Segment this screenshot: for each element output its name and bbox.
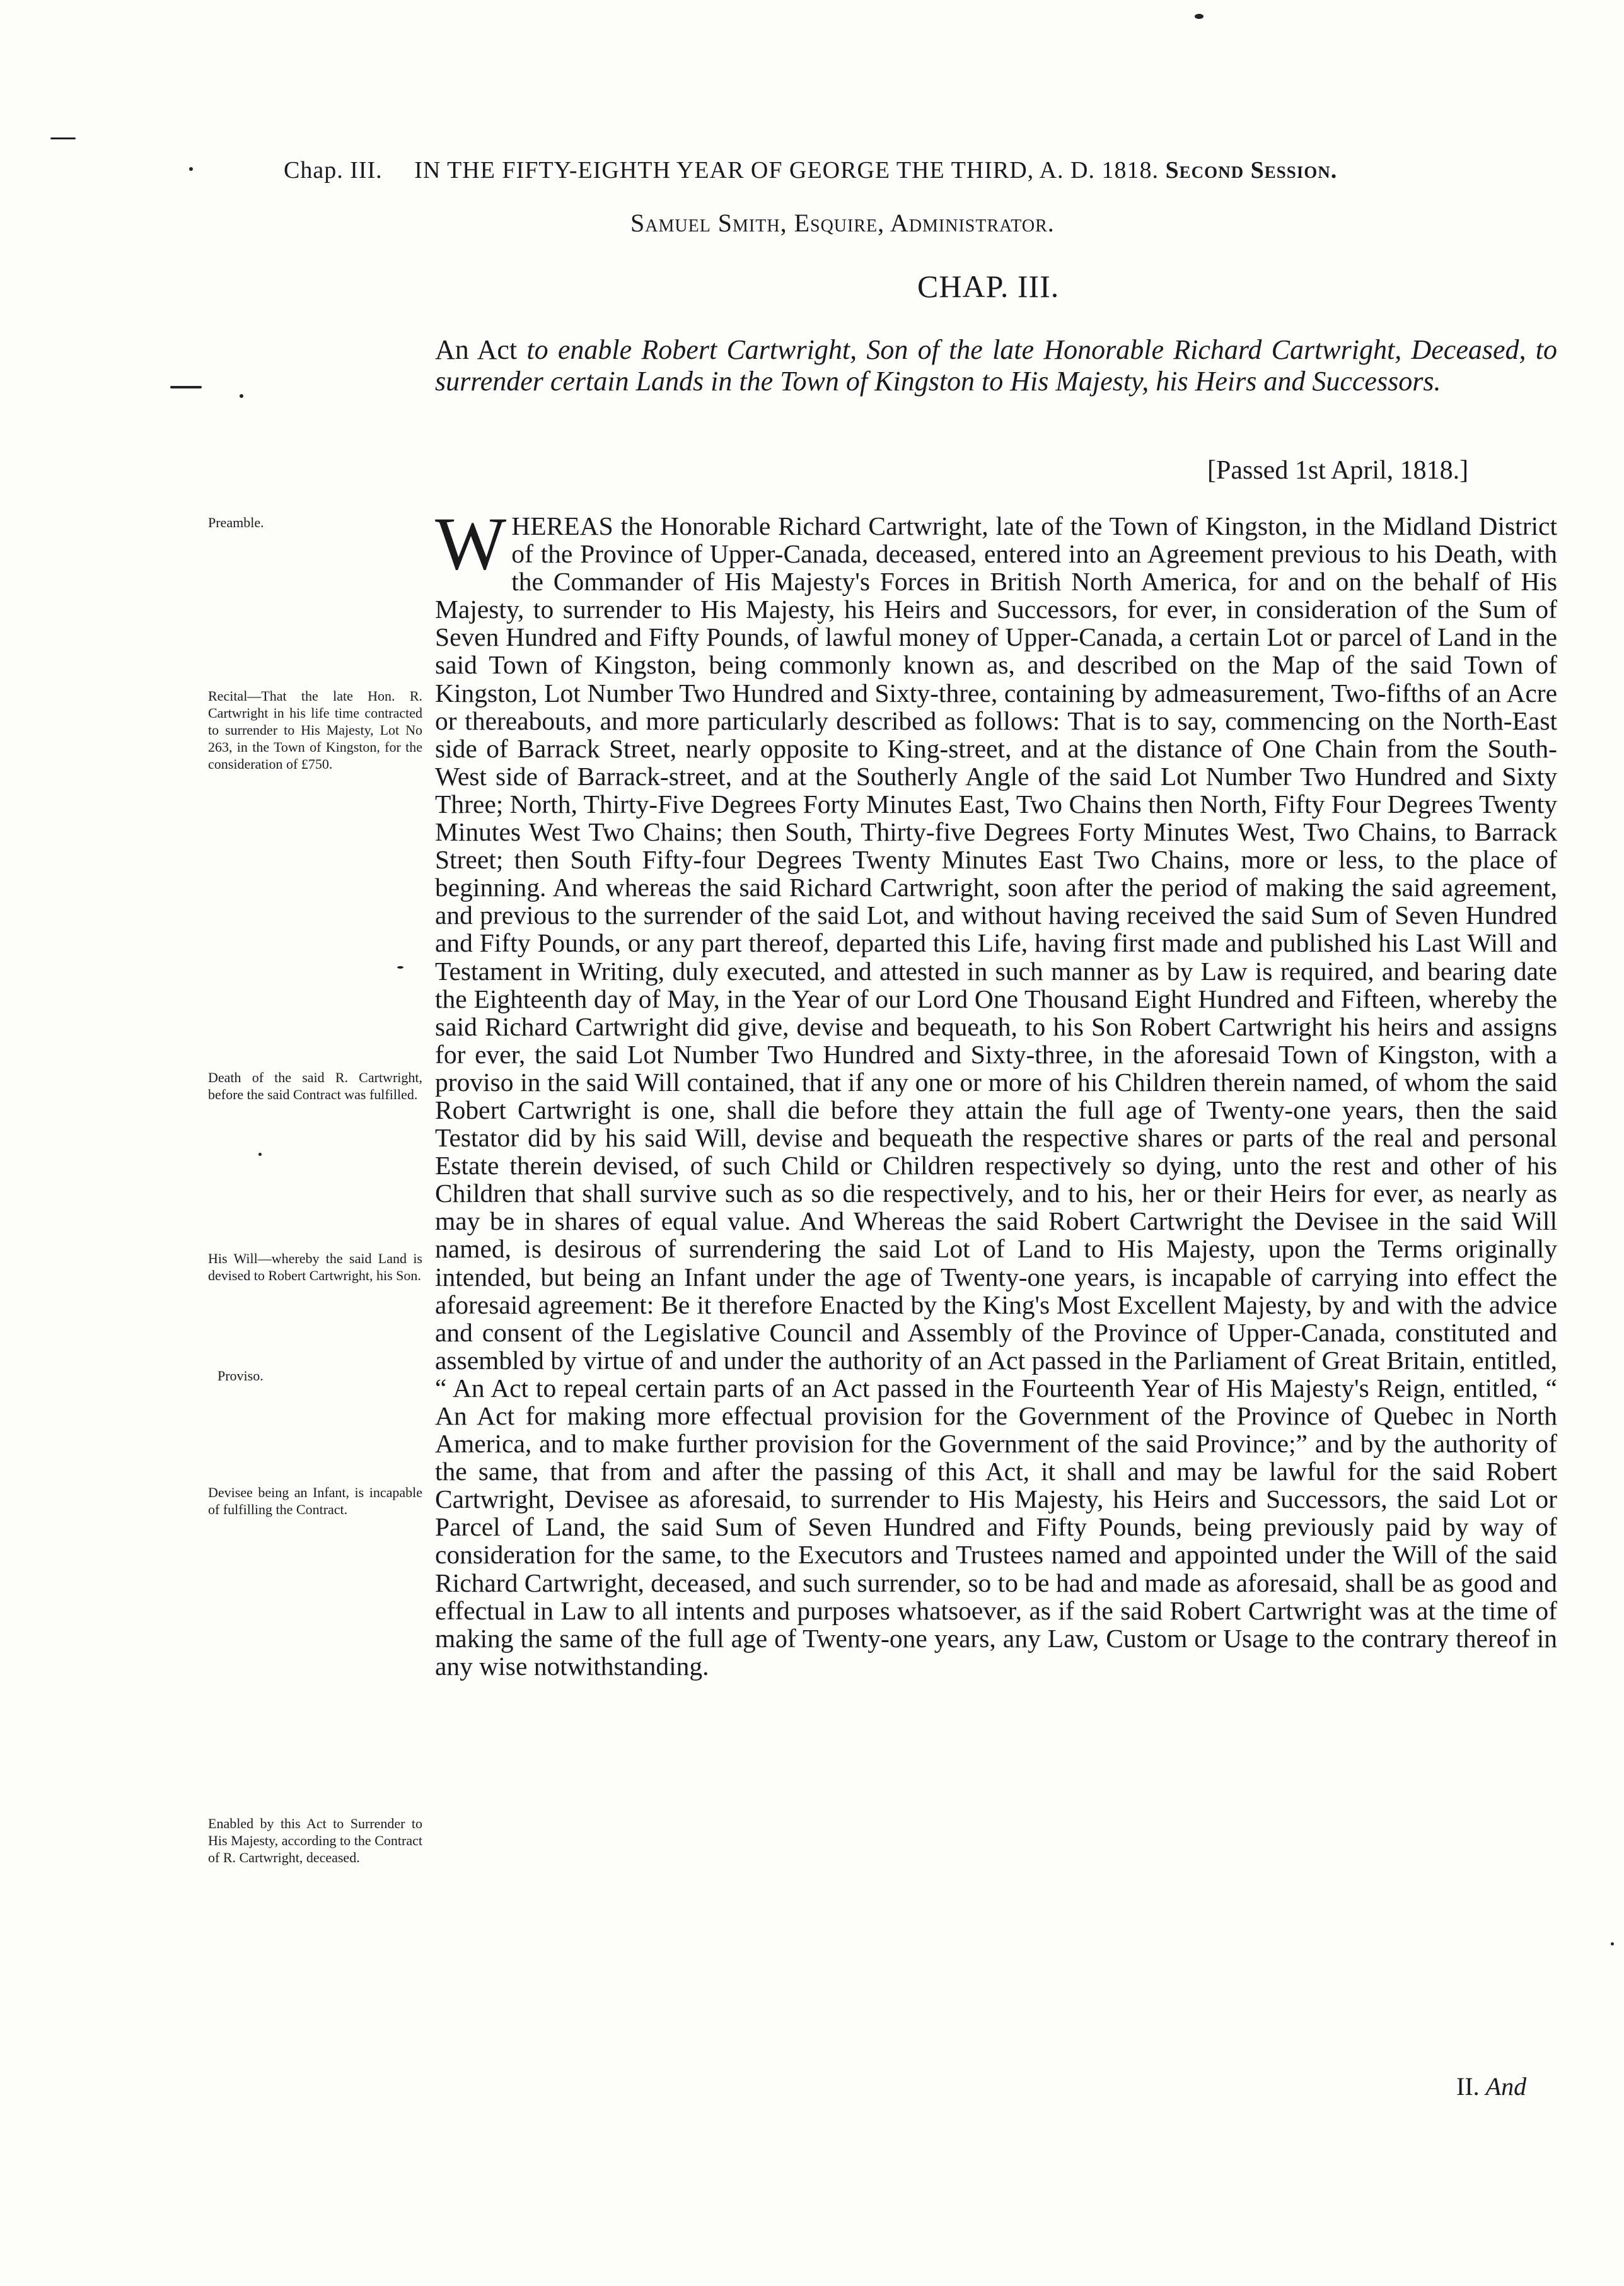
chapter-reference: Chap. III. xyxy=(284,157,383,184)
marginal-note-enabled: Enabled by this Act to Surrender to His Majesty, according to the Contract of R. Cartwright, deceased. xyxy=(208,1816,422,1865)
marginal-note-recital: Recital—That the late Hon. R. Cartwright in his life time contracted to surrender to His Majesty, Lot No 263, in the Town of Kingston, for the consideration of £750. xyxy=(208,688,422,772)
marginal-note-proviso: Proviso. xyxy=(218,1368,264,1384)
session-label: Second Session. xyxy=(1165,157,1338,184)
scan-speck xyxy=(240,394,243,398)
marginal-note-devisee: Devisee being an Infant, is incapable of fulfilling the Contract. xyxy=(208,1484,422,1517)
catchword-numeral: II. xyxy=(1456,2072,1480,2101)
act-title-text: to enable Robert Cartwright, Son of the late Honorable Richard Cartwright, Deceased, to surrender certain Lands in the Town of Kingston to His Majesty, his Heirs and Successors. xyxy=(435,334,1557,397)
catchword xyxy=(1456,2072,1526,2101)
catchword-word: And xyxy=(1485,2072,1527,2101)
marginal-note-preamble: Preamble. xyxy=(208,515,264,530)
scan-speck xyxy=(170,386,202,388)
scan-speck xyxy=(258,1153,262,1156)
scan-speck xyxy=(1195,14,1204,19)
chapter-title: CHAP. III. xyxy=(917,269,1060,304)
administrator-line: Samuel Smith, Esquire, Administrator. xyxy=(630,209,1055,237)
act-body-text: HEREAS the Honorable Richard Cartwright, late of the Town of Kingston, in the Midland District of the Province of Upper-Canada, deceased, entered into an Agreement previous to his Death, with the Commander of His Majesty's Forces in British North America, for and on the behalf of His Majesty, to surrender to His Majesty, his Heirs and Successors, for ever, in consideration of the Sum of Seven Hundred and Fifty Pounds, of lawful money of Upper-Canada, a certain Lot or parcel of Land in the said Town of Kingston, being commonly known as, and described on the Map of the said Town of Kingston, Lot Number Two Hundred and Sixty-three, containing by admeasurement, Two-fifths of an Acre or thereabouts, and more particularly described as follows: That is to say, commencing on the North-East side of Barrack Street, nearly opposite to King-street, and at the distance of One Chain from the South-West side of Barrack-street, and at the Southerly Angle of the said Lot Number Two Hundred and Sixty Three; North, Thirty-Five Degrees Forty Minutes East, Two Chains then North, Fifty Four Degrees Twenty Minutes West Two Chains; then South, Thirty-five Degrees Forty Minutes West, Two Chains, to Barrack Street; then South Fifty-four Degrees Twenty Minutes East Two Chains, more or less, to the place of beginning. And whereas the said Richard Cartwright, soon after the period of making the said agreement, and previous to the surrender of the said Lot, and without having received the said Sum of Seven Hundred and Fifty Pounds, or any part thereof, departed this Life, having first made and published his Last Will and Testament in Writing, duly executed, and attested in such manner as by Law is required, and bearing date the Eighteenth day of May, in the Year of our Lord One Thousand Eight Hundred and Fifteen, whereby the said Richard Cartwright did give, devise and bequeath, to his Son Robert Cartwright his heirs and assigns for ever, the said Lot Number Two Hundred and Sixty-three, in the aforesaid Town of Kingston, with a proviso in the said Will contained, that if any one or more of his Children therein named, of whom the said Robert Cartwright is one, shall die before they attain the full age of Twenty-one years, then the said Testator did by his said Will, devise and bequeath the respective shares or parts of the real and personal Estate therein devised, of such Child or Children respectively so dying, unto the rest and other of his Children that shall survive such as so die respectively, and to his, her or their Heirs for ever, as nearly as may be in shares of equal value. And Whereas the said Robert Cartwright the Devisee in the said Will named, is desirous of surrendering the said Lot of Land to His Majesty, upon the Terms originally intended, but being an Infant under the age of Twenty-one years, is incapable of carrying into effect the aforesaid agreement: Be it therefore Enacted by the King's Most Excellent Majesty, by and with the advice and consent of the Legislative Council and Assembly of the Province of Upper-Canada, constituted and assembled by virtue of and under the authority of an Act passed in the Parliament of Great Britain, entitled, “ An Act to repeal certain parts of an Act passed in the Fourteenth Year of His Majesty's Reign, entitled, “ An Act for making more effectual provision for the Government of the Province of Quebec in North America, and to make further provision for the Government of the said Province;” and by the authority of the same, that from and after the passing of this Act, it shall and may be lawful for the said Robert Cartwright, Devisee as aforesaid, to surrender to His Majesty, his Heirs and Successors, the said Lot or Parcel of Land, the said Sum of Seven Hundred and Fifty Pounds, being previously paid by way of consideration for the same, to the Executors and Trustees named and appointed under the Will of the said Richard Cartwright, deceased, and such surrender, so to be had and made as aforesaid, shall be as good and effectual in Law to all intents and purposes whatsoever, as if the said Robert Cartwright was at the time of making the same of the full age of Twenty-one years, any Law, Custom or Usage to the contrary thereof in any wise notwithstanding. xyxy=(435,511,1557,1681)
scan-speck xyxy=(50,137,76,139)
running-header xyxy=(284,156,1557,184)
scan-speck xyxy=(397,966,403,969)
marginal-note-death: Death of the said R. Cartwright, before the said Contract was fulfilled. xyxy=(208,1070,422,1102)
scan-speck xyxy=(1611,1942,1614,1945)
passed-date: [Passed 1st April, 1818.] xyxy=(1207,456,1469,485)
act-title-lead: An Act xyxy=(435,334,518,365)
act-body xyxy=(435,501,1557,1681)
drop-cap: W xyxy=(435,501,507,585)
marginal-note-will: His Will—whereby the said Land is devised to Robert Cartwright, his Son. xyxy=(208,1251,422,1283)
scan-speck xyxy=(189,167,193,171)
running-title: IN THE FIFTY-EIGHTH YEAR OF GEORGE THE THIRD, A. D. 1818. xyxy=(414,157,1159,184)
act-title xyxy=(435,334,1557,397)
